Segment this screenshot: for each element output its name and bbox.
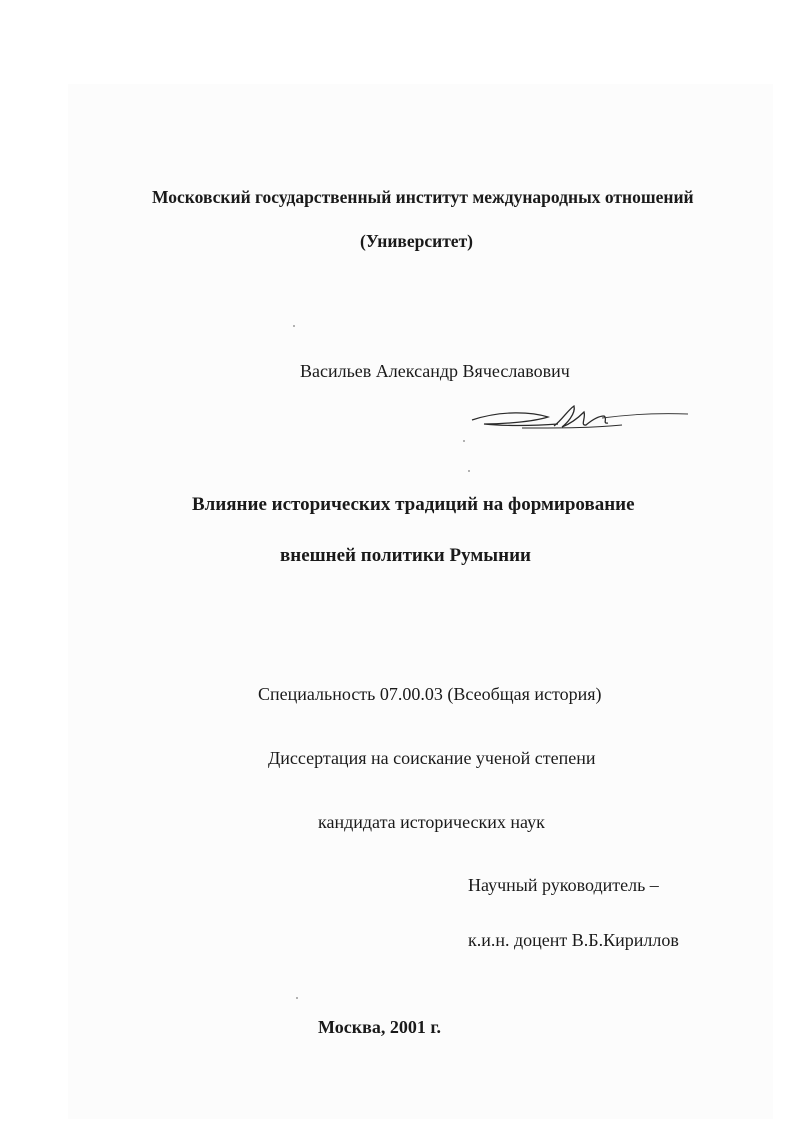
degree-line-1: Диссертация на соискание ученой степени [268,748,596,768]
dissertation-title-line-1: Влияние исторических традиций на формирование [192,494,635,515]
scan-speck [296,997,298,999]
institute-subtitle: (Университет) [360,231,473,251]
scan-speck [463,440,465,442]
advisor-name: к.и.н. доцент В.Б.Кириллов [468,930,679,950]
institute-name: Московский государственный институт международных отношений [152,187,694,207]
degree-line-2: кандидата исторических наук [318,812,545,832]
scan-speck [468,470,470,472]
advisor-label: Научный руководитель – [468,875,659,895]
dissertation-title-line-2: внешней политики Румынии [280,545,531,566]
city-year: Москва, 2001 г. [318,1017,441,1037]
scan-speck [293,325,295,327]
author-signature [462,398,692,438]
specialty: Специальность 07.00.03 (Всеобщая история) [258,684,602,704]
author-name: Васильев Александр Вячеславович [300,361,570,381]
